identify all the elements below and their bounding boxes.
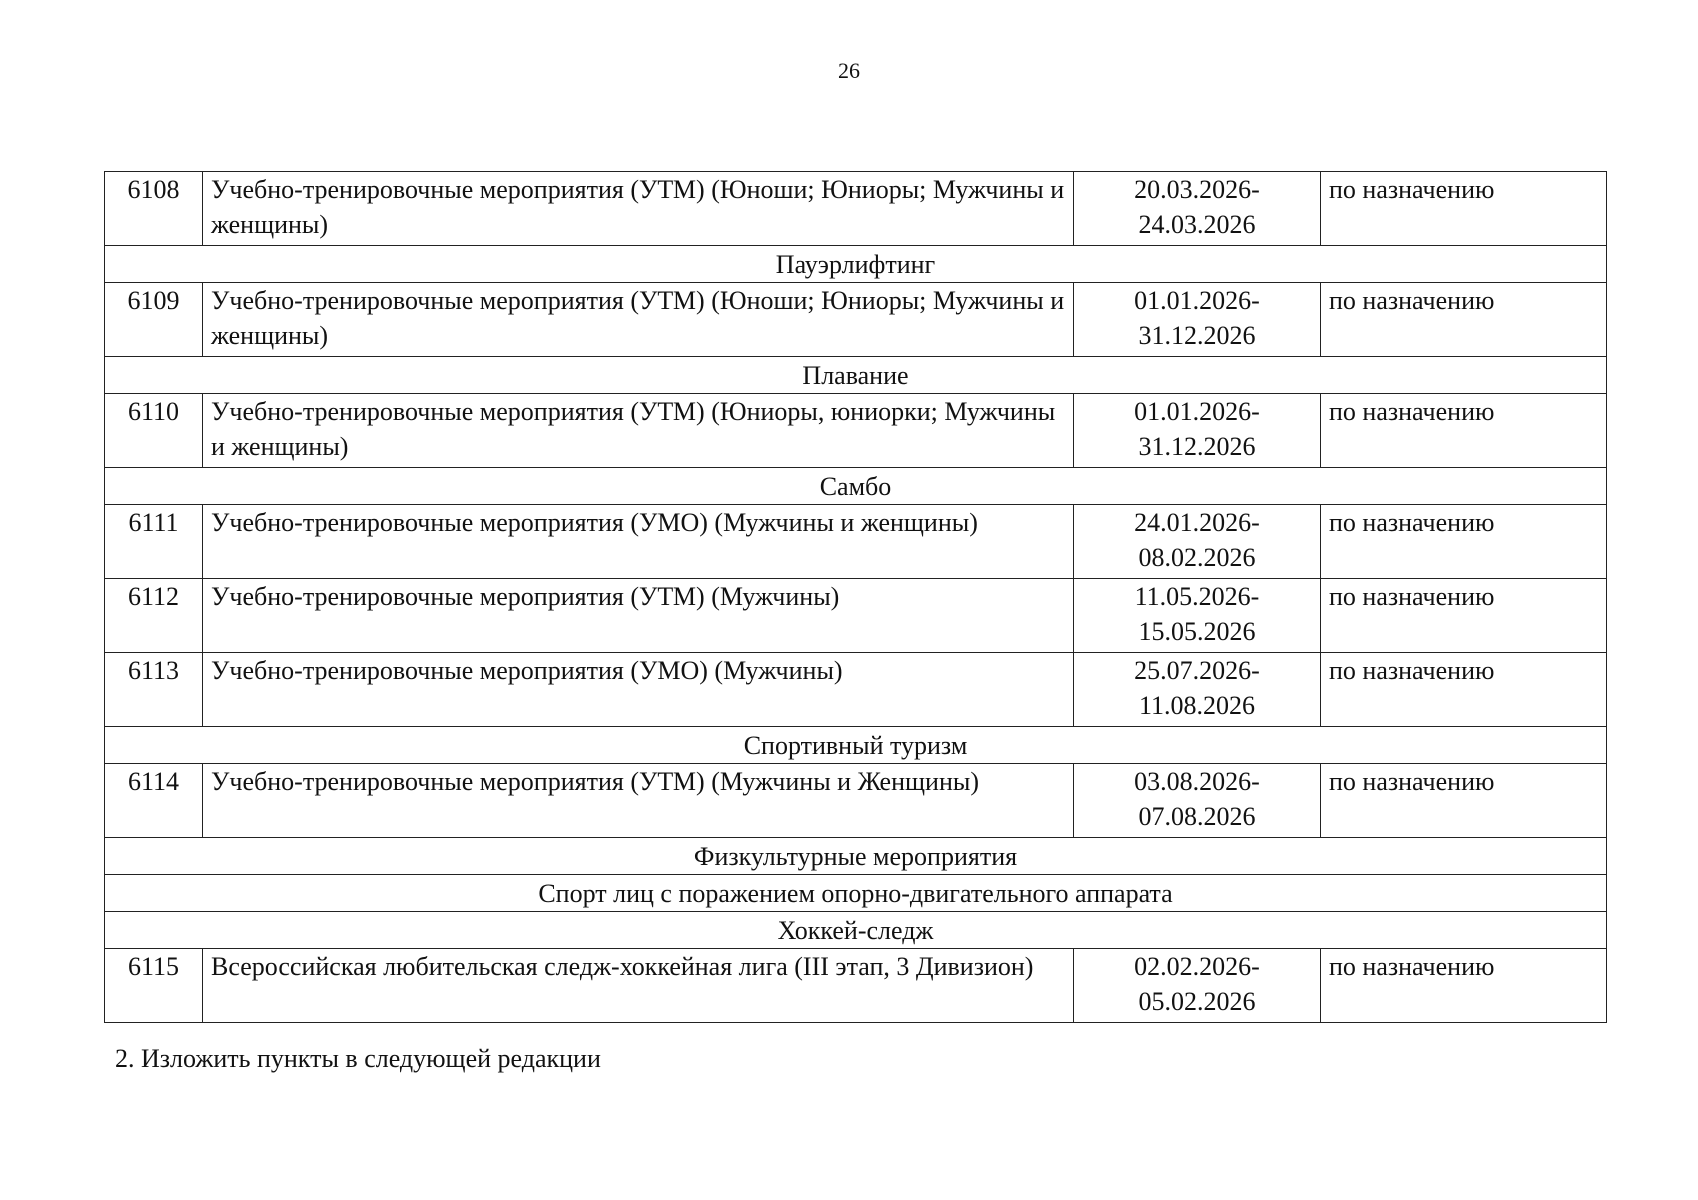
event-number: 6110 <box>105 394 203 468</box>
section-header-row <box>105 246 1607 283</box>
section-title: Спорт лиц с поражением опорно-двигательного аппарата <box>105 875 1607 912</box>
end-date: 11.08.2026 <box>1138 691 1256 720</box>
event-name: Учебно-тренировочные мероприятия (УТМ) (Юноши; Юниоры; Мужчины и женщины) <box>203 283 1074 357</box>
event-number: 6109 <box>105 283 203 357</box>
start-date: 01.01.2026- <box>1134 286 1260 315</box>
event-dates <box>1074 394 1321 468</box>
event-name: Учебно-тренировочные мероприятия (УТМ) (Юноши; Юниоры; Мужчины и женщины) <box>203 172 1074 246</box>
event-location: по назначению <box>1321 283 1607 357</box>
start-date: 24.01.2026- <box>1134 508 1260 537</box>
event-location: по назначению <box>1321 172 1607 246</box>
event-number: 6112 <box>105 579 203 653</box>
section-title: Спортивный туризм <box>105 727 1607 764</box>
table-row <box>105 172 1607 246</box>
end-date: 15.05.2026 <box>1138 617 1256 646</box>
note-paragraph: 2. Изложить пункты в следующей редакции <box>115 1044 601 1073</box>
event-dates <box>1074 283 1321 357</box>
event-number: 6108 <box>105 172 203 246</box>
events-table <box>104 171 1607 1023</box>
event-location: по назначению <box>1321 764 1607 838</box>
event-dates <box>1074 764 1321 838</box>
start-date: 03.08.2026- <box>1134 767 1260 796</box>
event-name: Учебно-тренировочные мероприятия (УТМ) (Юниоры, юниорки; Мужчины и женщины) <box>203 394 1074 468</box>
event-number: 6114 <box>105 764 203 838</box>
event-name: Учебно-тренировочные мероприятия (УМО) (Мужчины) <box>203 653 1074 727</box>
table-row <box>105 579 1607 653</box>
end-date: 07.08.2026 <box>1138 802 1256 831</box>
event-number: 6111 <box>105 505 203 579</box>
event-location: по назначению <box>1321 949 1607 1023</box>
end-date: 24.03.2026 <box>1138 210 1256 239</box>
event-name: Всероссийская любительская следж-хоккейная лига (III этап, 3 Дивизион) <box>203 949 1074 1023</box>
end-date: 31.12.2026 <box>1138 432 1256 461</box>
event-name: Учебно-тренировочные мероприятия (УМО) (Мужчины и женщины) <box>203 505 1074 579</box>
event-number: 6113 <box>105 653 203 727</box>
event-name: Учебно-тренировочные мероприятия (УТМ) (Мужчины) <box>203 579 1074 653</box>
section-title: Пауэрлифтинг <box>105 246 1607 283</box>
event-location: по назначению <box>1321 653 1607 727</box>
end-date: 08.02.2026 <box>1138 543 1256 572</box>
section-title: Плавание <box>105 357 1607 394</box>
table-row <box>105 949 1607 1023</box>
start-date: 01.01.2026- <box>1134 397 1260 426</box>
section-header-row <box>105 838 1607 875</box>
section-header-row <box>105 357 1607 394</box>
end-date: 31.12.2026 <box>1138 321 1256 350</box>
section-title: Самбо <box>105 468 1607 505</box>
start-date: 25.07.2026- <box>1134 656 1260 685</box>
event-location: по назначению <box>1321 579 1607 653</box>
start-date: 11.05.2026- <box>1134 582 1260 611</box>
section-header-row <box>105 912 1607 949</box>
section-header-row <box>105 727 1607 764</box>
table-row <box>105 283 1607 357</box>
start-date: 02.02.2026- <box>1134 952 1260 981</box>
event-dates <box>1074 579 1321 653</box>
section-header-row <box>105 468 1607 505</box>
event-dates <box>1074 949 1321 1023</box>
event-dates <box>1074 505 1321 579</box>
table-row <box>105 505 1607 579</box>
start-date: 20.03.2026- <box>1134 175 1260 204</box>
section-title: Физкультурные мероприятия <box>105 838 1607 875</box>
events-table-body <box>105 172 1607 1023</box>
table-row <box>105 394 1607 468</box>
event-dates <box>1074 172 1321 246</box>
section-header-row <box>105 875 1607 912</box>
end-date: 05.02.2026 <box>1138 987 1256 1016</box>
event-dates <box>1074 653 1321 727</box>
event-name: Учебно-тренировочные мероприятия (УТМ) (Мужчины и Женщины) <box>203 764 1074 838</box>
event-location: по назначению <box>1321 394 1607 468</box>
page-number: 26 <box>838 58 860 83</box>
section-title: Хоккей-следж <box>105 912 1607 949</box>
event-location: по назначению <box>1321 505 1607 579</box>
table-row <box>105 653 1607 727</box>
table-row <box>105 764 1607 838</box>
event-number: 6115 <box>105 949 203 1023</box>
